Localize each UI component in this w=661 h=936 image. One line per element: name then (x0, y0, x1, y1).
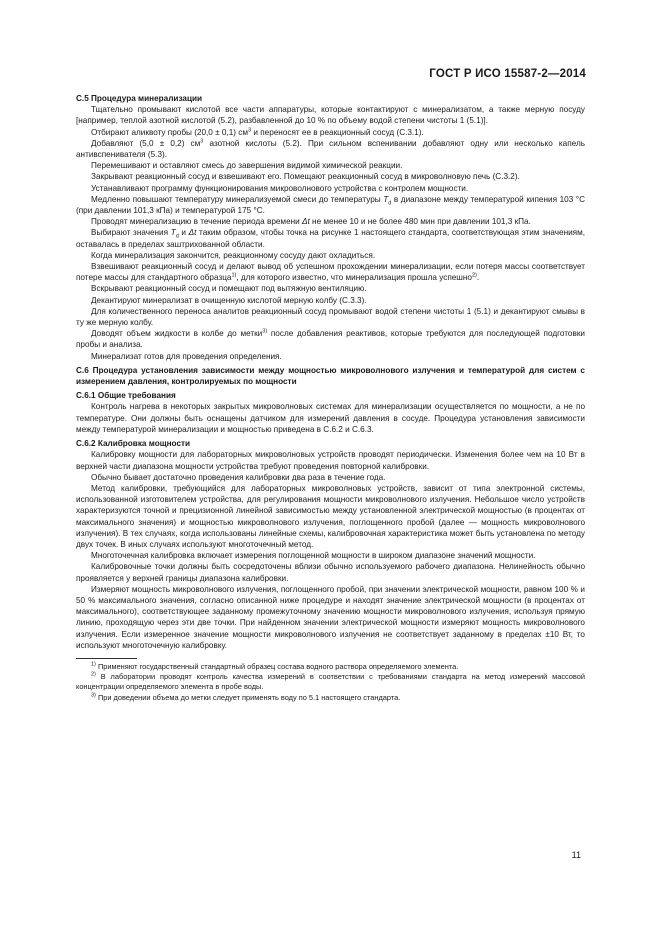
section-c61-heading: С.6.1 Общие требования (76, 391, 176, 401)
paragraph: Декантируют минерализат в очищенную кислотой мерную колбу (С.3.3). (91, 295, 367, 305)
paragraph: Отбирают аликвоту пробы (20,0 ± 0,1) $см^3$ и переносят ее в реакционный сосуд (С.3.1). (91, 126, 424, 137)
paragraph: Когда минерализация закончится, реакционному сосуду дают охладиться. (91, 250, 376, 260)
paragraph: Обычно бывает достаточно проведения калибровки два раза в течение года. (91, 472, 386, 482)
paragraph: Добавляют (5,0 ± 0,2) $см^3$ азотной кислоты (5.2). При сильном вспенивании добавляют одну или несколько капель антивспенивателя (5.3). (76, 138, 585, 160)
paragraph: Для количественного переноса аналитов реакционный сосуд промывают водой степени чистоты 1 (5.1) и декантируют смывы в ту же мерную колбу. (76, 306, 585, 328)
paragraph: Закрывают реакционный сосуд и взвешивают его. Помещают реакционный сосуд в микроволновую печь (С.3.2). (91, 172, 520, 182)
paragraph: Калибровочные точки должны быть сосредоточены вблизи обычно используемого рабочего диапазона. Нелинейность обычно проявляется у верхней границы диапазона калибровки. (76, 562, 585, 583)
paragraph: Устанавливают программу функционирования микроволнового устройства с контролем мощности. (91, 183, 469, 193)
footnote-1: $^{1)}$ Применяют государственный стандартный образец состава водного раствора определяемого элемента. (91, 661, 459, 671)
paragraph: Выбирают значения $T_d$ и Δt таким образом, чтобы точка на рисунке 1 настоящего стандарта, соответствующая этим значениям, оставалась в пределах заштрихованной области. (76, 228, 586, 249)
paragraph: Перемешивают и оставляют смесь до завершения видимой химической реакции. (91, 161, 403, 171)
footnote-2: $^{2)}$ В лаборатории проводят контроль качества измерений в соответствии с требованиями стандарта на метод измерений массовой концентрации определяемого элемента в пробе воды. (76, 671, 585, 692)
paragraph: Вскрывают реакционный сосуд и помещают под вытяжную вентиляцию. (91, 284, 367, 294)
footnote-ref-3: 3) (262, 328, 268, 335)
paragraph: Калибровку мощности для лабораторных микроволновых устройств проводят периодически. Изменения более чем на 10 Вт в верхней части диапазона мощности устройства требуют проведения повторной калибровки. (76, 450, 585, 471)
standard-designation: ГОСТ Р ИСО 15587-2—2014 (429, 68, 586, 80)
paragraph: Метод калибровки, требующийся для лабораторных микроволновых устройств, зависит от типа электронной системы, использованной изготовителем устройства, для регулирования мощности микроволнового излучения. Небольшое число устройств характеризуются точной и прецизионной линейной зависимостью между установленной электрической мощностью (в процентах от максимального значения) и мощностью микроволнового излучения, поглощенного пробой (далее — мощность микроволнового излучения). В тех случаях, когда использованы линейные схемы, калибровочная характеристика может быть установлена по методу двух точек. В иных случаях используют многоточечный метод. (76, 483, 585, 549)
footnote-divider (76, 658, 137, 659)
document-body (76, 93, 585, 703)
section-c5-heading: С.5 Процедура минерализации (76, 94, 203, 103)
paragraph: Измеряют мощность микроволнового излучения, поглощенного пробой, при значении электрической мощности, равном 100 % и 50 % максимального значения, согласно описанной ниже процедуре и находят значение электрической мощности (в процентах от максимального), соответствующее заданному промежуточному значению мощности микроволнового излучения, используя прямую линию, проходящую через эти две точки. При найденном значении электрической мощности измеряют мощность микроволнового излучения. Если измеренное значение мощности микроволнового излучения не соответствует заданному в пределах ±10 Вт, то используют многоточечную калибровку. (76, 584, 585, 650)
paragraph: Контроль нагрева в некоторых закрытых микроволновых системах для минерализации осуществляется по мощности, а не по температуре. Они должны быть оснащены датчиком для измерений давления в сосуде. Процедура установления зависимости между температурой минерализации и мощностью приведена в С.6.2 и С.6.3. (76, 402, 585, 434)
footnote-ref-2: 2) (471, 272, 477, 279)
footnote-3: $^{3)}$ При доведении объема до метки следует применять воду по 5.1 настоящего стандарта. (91, 692, 401, 702)
paragraph: Доводят объем жидкости в колбе до метки$^{3)}$ после добавления реактивов, которые требуются для последующей подготовки пробы и анализа. (76, 328, 585, 350)
paragraph: Медленно повышают температуру минерализуемой смеси до температуры $T_d$ в диапазоне между температурой кипения 103 °С (при давлении 101,3 кПа) и температурой 175 °С. (76, 194, 585, 216)
paragraph: Тщательно промывают кислотой все части аппаратуры, которые контактируют с минерализатом, а также мерную посуду [например, теплой азотной кислотой (5.2), разбавленной до 10 % по объему водой степени чистоты 1 (5.1)]. (76, 105, 585, 126)
section-c62-heading: С.6.2 Калибровка мощности (76, 439, 191, 449)
paragraph: Взвешивают реакционный сосуд и делают вывод об успешном прохождении минерализации, если потеря массы соответствует потере массы для стандартного образца$^{1)}$, для которого известно, что минерализация прошла успешно$^{2)}$. (76, 262, 585, 283)
paragraph: Минерализат готов для проведения определения. (91, 351, 282, 361)
paragraph: Проводят минерализацию в течение периода времени Δt не менее 10 и не более 480 мин при давлении 101,3 кПа. (91, 217, 531, 227)
paragraph: Многоточечная калибровка включает измерения поглощенной мощности в широком диапазоне значений мощности. (91, 551, 536, 561)
section-c6-heading: С.6 Процедура установления зависимости между мощностью микроволнового излучения и температурой для систем с измерением давления, контролируемых по мощности (76, 365, 585, 387)
page-number: 11 (571, 850, 581, 860)
footnote-ref-1: 1) (231, 272, 237, 279)
